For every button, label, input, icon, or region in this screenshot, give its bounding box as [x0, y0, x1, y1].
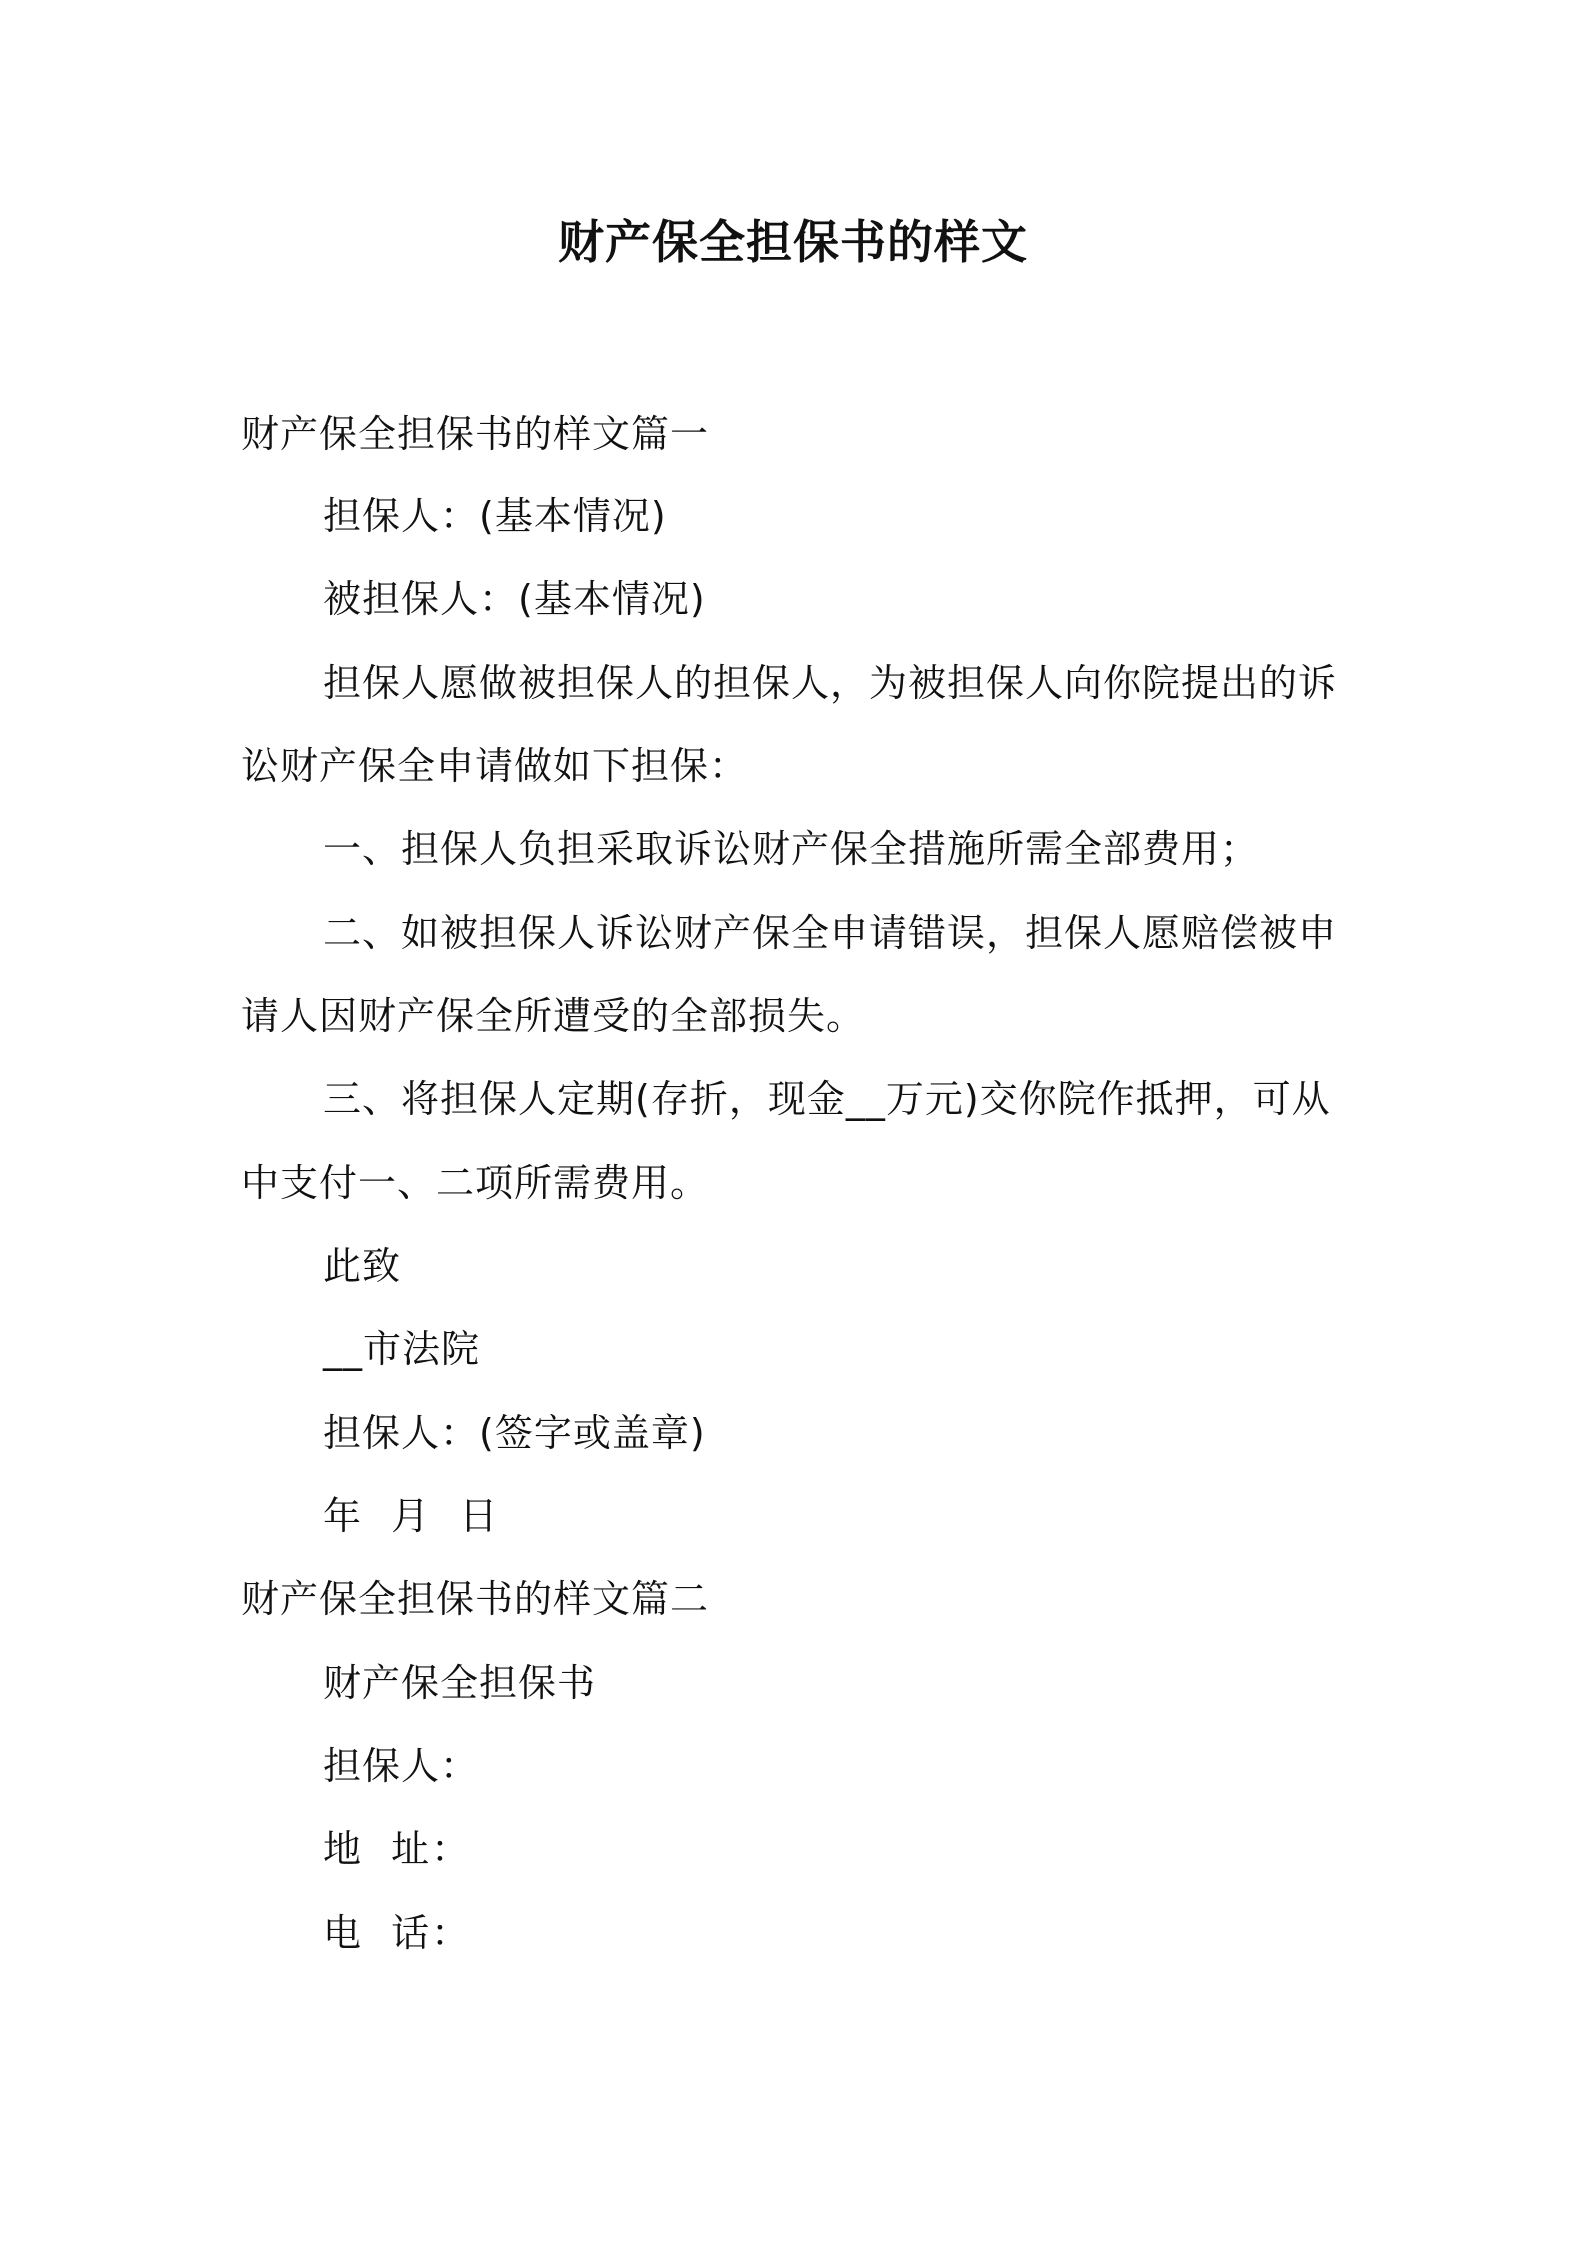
section2-address: 地 址： — [323, 1827, 472, 1871]
section2-subtitle: 财产保全担保书 — [323, 1661, 597, 1705]
section2-phone: 电 话： — [323, 1911, 472, 1955]
item-two-line1: 二、如被担保人诉讼财产保全申请错误，担保人愿赔偿被申 — [323, 911, 1338, 955]
section2-guarantor: 担保人： — [323, 1744, 480, 1788]
intro-paragraph-line2: 讼财产保全申请做如下担保： — [241, 744, 749, 788]
guaranteed-line: 被担保人：(基本情况) — [323, 577, 706, 621]
document-title: 财产保全担保书的样文 — [558, 215, 1028, 269]
section1-heading: 财产保全担保书的样文篇一 — [241, 412, 710, 456]
item-two-line2: 请人因财产保全所遭受的全部损失。 — [241, 994, 866, 1038]
item-one: 一、担保人负担采取诉讼财产保全措施所需全部费用； — [323, 827, 1260, 871]
court-name: __市法院 — [323, 1327, 481, 1371]
item-three-line2: 中支付一、二项所需费用。 — [241, 1161, 710, 1205]
salutation: 此致 — [323, 1244, 402, 1288]
date-line: 年 月 日 — [323, 1494, 500, 1538]
intro-paragraph-line1: 担保人愿做被担保人的担保人，为被担保人向你院提出的诉 — [323, 661, 1338, 705]
section2-heading: 财产保全担保书的样文篇二 — [241, 1577, 710, 1621]
item-three-line1: 三、将担保人定期(存折，现金__万元)交你院作抵押，可从 — [323, 1077, 1331, 1121]
signature-line: 担保人：(签字或盖章) — [323, 1411, 706, 1455]
guarantor-line: 担保人：(基本情况) — [323, 494, 667, 538]
